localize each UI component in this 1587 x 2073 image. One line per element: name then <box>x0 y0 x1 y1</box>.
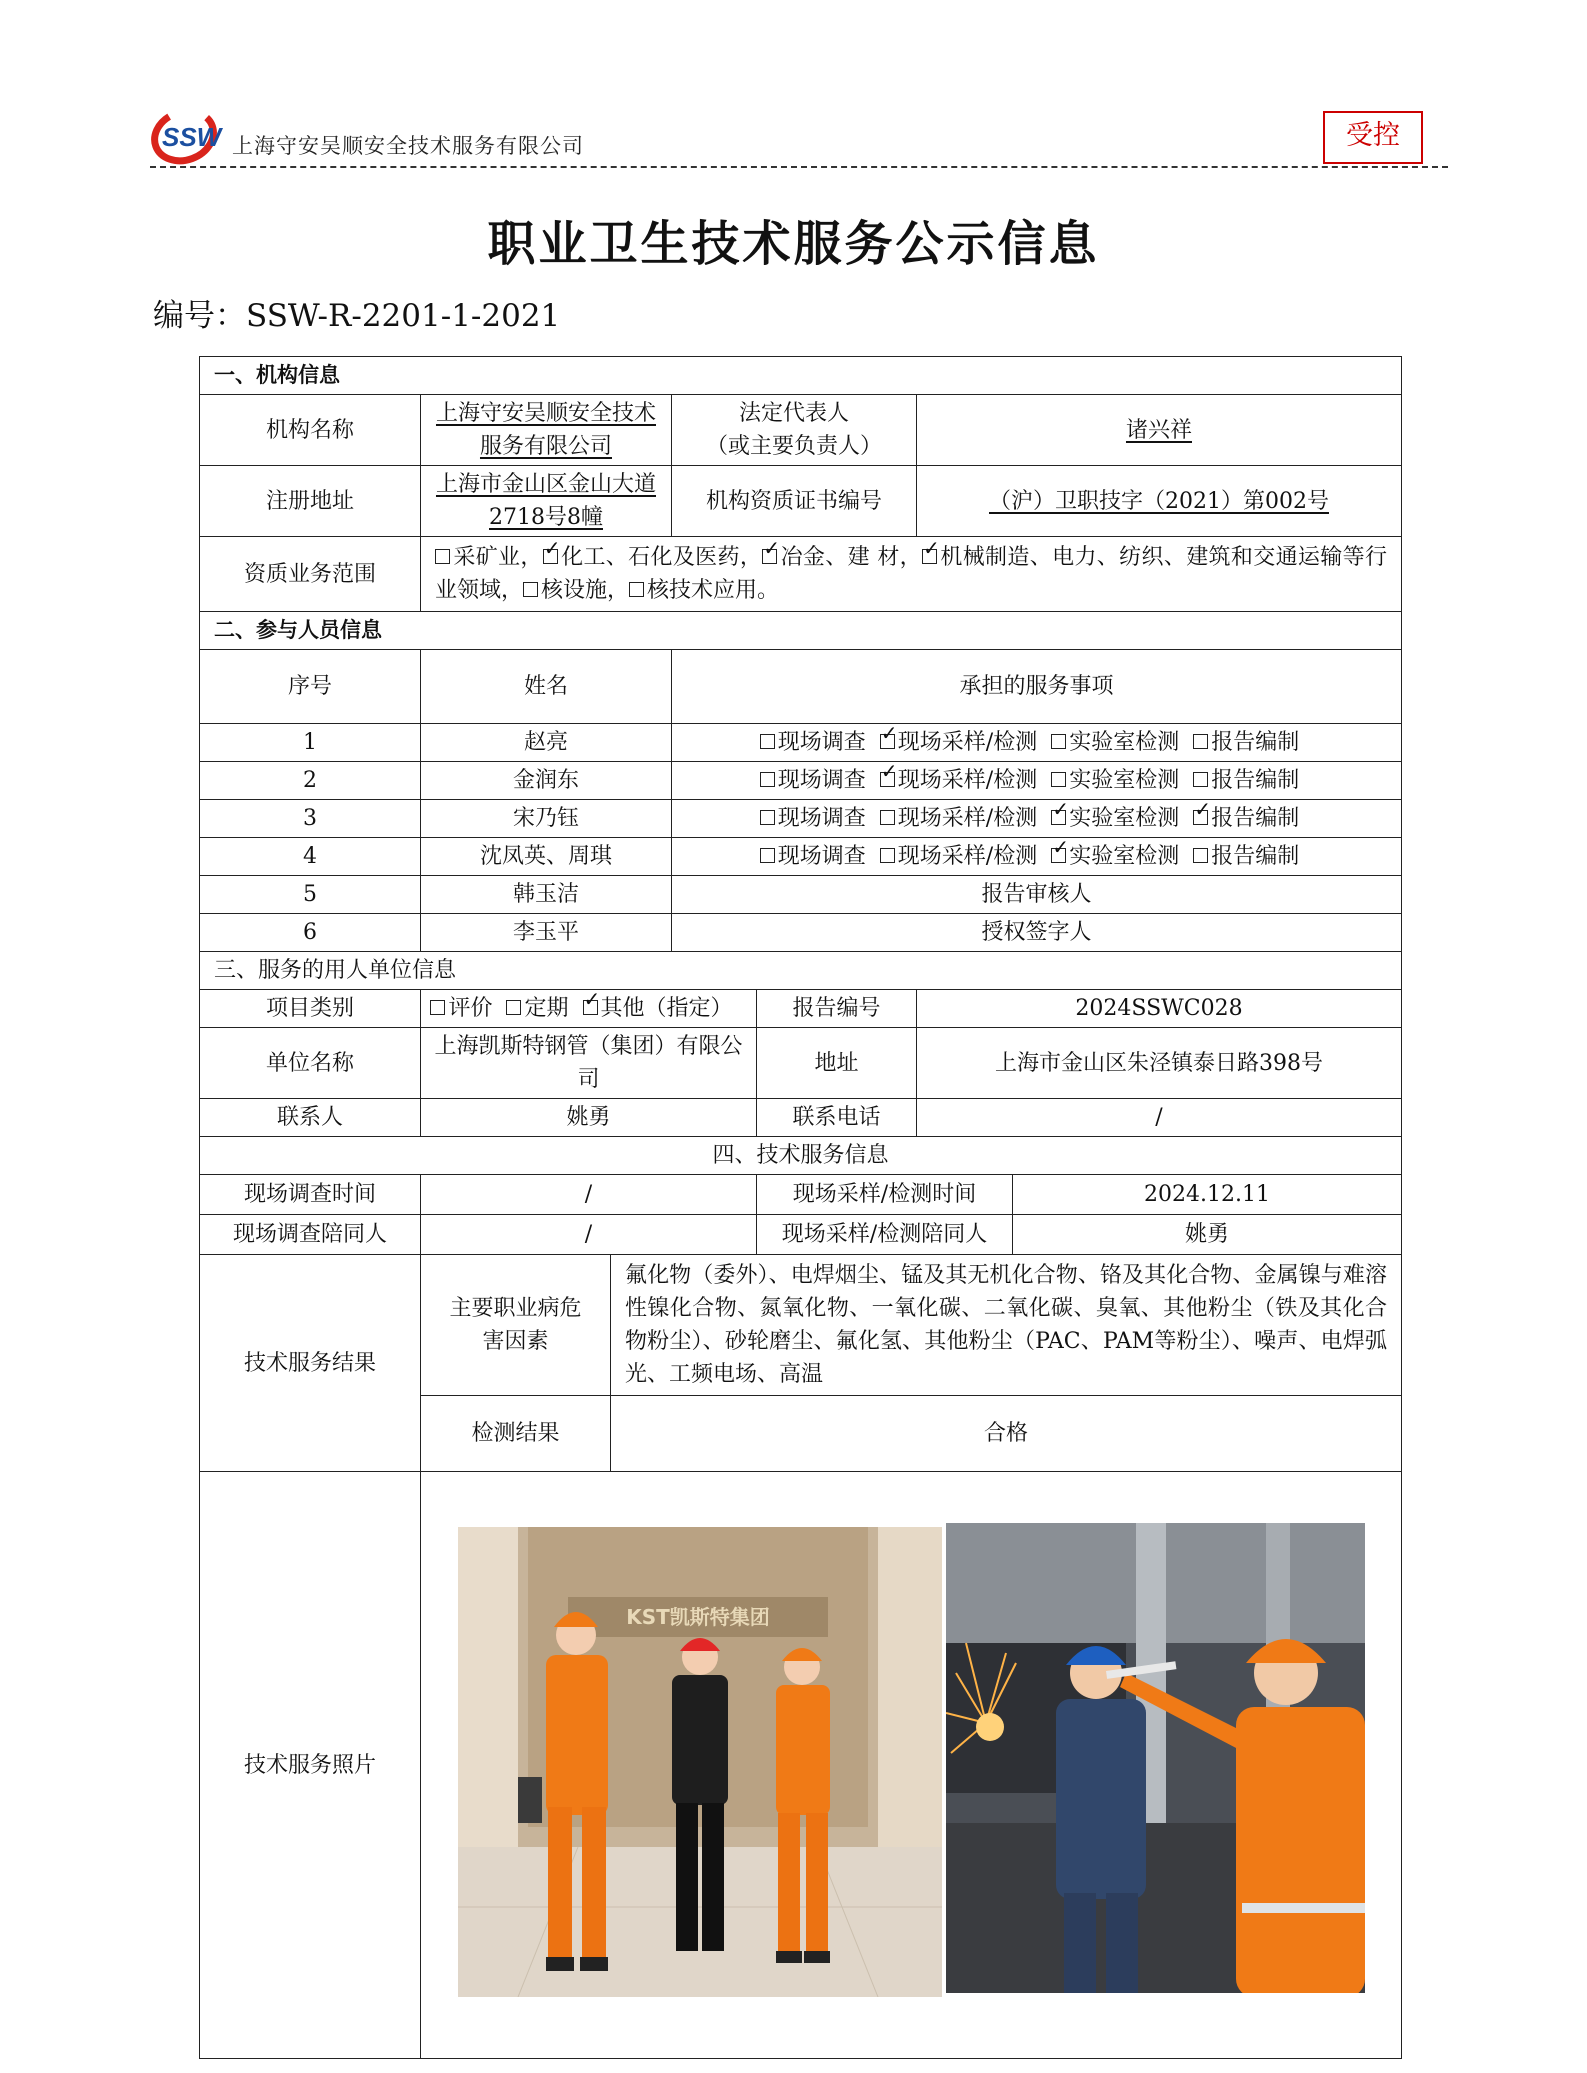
people-rows <box>200 724 1402 952</box>
duty-option <box>1193 806 1299 831</box>
person-duties: 报告审核人 <box>672 876 1402 914</box>
duty-option <box>760 768 866 793</box>
info-table <box>199 356 1402 2059</box>
duty-option <box>760 730 866 755</box>
report-no-label: 报告编号 <box>757 990 917 1028</box>
phone-label: 联系电话 <box>757 1099 917 1137</box>
lobby-sign-text: KST凯斯特集团 <box>626 1605 770 1629</box>
survey-time-value: / <box>421 1175 757 1215</box>
cert-value: （沪）卫职技字（2021）第002号 <box>917 466 1402 537</box>
duty-option <box>880 768 1037 793</box>
project-type-checkbox[interactable] <box>506 1000 521 1015</box>
duty-checkbox[interactable] <box>1051 734 1066 749</box>
scope-checkbox-1[interactable] <box>543 549 558 564</box>
project-type-option <box>506 996 568 1021</box>
scope-checkbox-3[interactable] <box>922 549 937 564</box>
person-duties: 授权签字人 <box>672 914 1402 952</box>
person-row <box>200 914 1402 952</box>
section-heading-people: 二、参与人员信息 <box>200 612 1402 650</box>
service-photo-lobby <box>458 1527 942 1997</box>
section-heading-employer: 三、服务的用人单位信息 <box>200 952 1402 990</box>
duty-checkbox[interactable] <box>1051 772 1066 787</box>
duty-checkbox[interactable] <box>1193 772 1208 787</box>
unit-addr-label: 地址 <box>757 1028 917 1099</box>
person-name: 宋乃钰 <box>421 800 672 838</box>
photos-label: 技术服务照片 <box>200 1472 421 2059</box>
phone-value: / <box>917 1099 1402 1137</box>
service-photo-workshop <box>946 1523 1365 1993</box>
person-row <box>200 762 1402 800</box>
duty-option <box>880 844 1037 869</box>
person-no: 3 <box>200 800 421 838</box>
duty-checkbox[interactable] <box>760 772 775 787</box>
duty-checkbox[interactable] <box>760 734 775 749</box>
duty-checkbox[interactable] <box>880 734 895 749</box>
duty-checkbox[interactable] <box>880 772 895 787</box>
header-divider <box>150 166 1448 168</box>
project-type-label-text: 评价 <box>448 996 493 1021</box>
contact-value: 姚勇 <box>421 1099 757 1137</box>
photos-cell <box>421 1472 1402 2059</box>
sampling-companion-label: 现场采样/检测陪同人 <box>757 1215 1013 1255</box>
person-duties <box>672 762 1402 800</box>
project-type-option <box>583 996 733 1021</box>
duty-option-label: 报告编制 <box>1211 844 1300 869</box>
duty-option-label: 实验室检测 <box>1069 806 1180 831</box>
duty-option <box>1193 844 1299 869</box>
duty-option-label: 现场调查 <box>777 768 866 793</box>
scope-checkbox-5[interactable] <box>629 582 644 597</box>
scope-item-label: 机械制造、电力、纺织、建筑和交通运输等行业领域， <box>435 545 1387 603</box>
duty-option-label: 报告编制 <box>1211 806 1300 831</box>
cert-label: 机构资质证书编号 <box>672 466 917 537</box>
test-result-value: 合格 <box>611 1396 1402 1472</box>
duty-option <box>760 806 866 831</box>
col-header-name: 姓名 <box>421 650 672 724</box>
sampling-time-label: 现场采样/检测时间 <box>757 1175 1013 1215</box>
unit-addr-value: 上海市金山区朱泾镇泰日路398号 <box>917 1028 1402 1099</box>
duty-option-label: 现场采样/检测 <box>897 806 1038 831</box>
report-no-value: 2024SSWC028 <box>917 990 1402 1028</box>
scope-item-label: 核技术应用。 <box>647 578 780 603</box>
person-row <box>200 800 1402 838</box>
duty-checkbox[interactable] <box>1193 848 1208 863</box>
duty-option-label: 实验室检测 <box>1069 768 1180 793</box>
result-label: 技术服务结果 <box>200 1255 421 1472</box>
duty-option-label: 现场调查 <box>777 730 866 755</box>
scope-item-label: 化工、石化及医药， <box>560 545 763 570</box>
project-type-checkbox[interactable] <box>430 1000 445 1015</box>
person-no: 5 <box>200 876 421 914</box>
duty-checkbox[interactable] <box>1051 810 1066 825</box>
duty-option-label: 报告编制 <box>1211 730 1300 755</box>
duty-option-label: 实验室检测 <box>1069 844 1180 869</box>
duty-option-label: 现场采样/检测 <box>897 730 1038 755</box>
person-no: 2 <box>200 762 421 800</box>
duty-checkbox[interactable] <box>760 810 775 825</box>
project-type-options <box>421 990 757 1028</box>
survey-companion-label: 现场调查陪同人 <box>200 1215 421 1255</box>
logo-text: SSW <box>162 122 222 152</box>
sampling-time-value: 2024.12.11 <box>1013 1175 1402 1215</box>
document-title: 职业卫生技术服务公示信息 <box>487 216 1100 272</box>
duty-option <box>1051 806 1179 831</box>
address-value: 上海市金山区金山大道2718号8幢 <box>421 466 672 537</box>
org-name-label: 机构名称 <box>200 395 421 466</box>
sampling-companion-value: 姚勇 <box>1013 1215 1402 1255</box>
scope-item-label: 采矿业， <box>453 545 543 570</box>
project-type-label-text: 其他（指定） <box>600 996 733 1021</box>
person-name: 沈凤英、周琪 <box>421 838 672 876</box>
project-type-label-text: 定期 <box>524 996 569 1021</box>
duty-checkbox[interactable] <box>880 848 895 863</box>
duty-checkbox[interactable] <box>1193 810 1208 825</box>
duty-checkbox[interactable] <box>880 810 895 825</box>
person-duties <box>672 724 1402 762</box>
person-no: 6 <box>200 914 421 952</box>
scope-item-label: 冶金、建 材， <box>780 545 923 570</box>
person-row <box>200 876 1402 914</box>
contact-label: 联系人 <box>200 1099 421 1137</box>
scope-value <box>421 537 1402 612</box>
duty-option-label: 现场采样/检测 <box>897 844 1038 869</box>
header-company-name: 上海守安吴顺安全技术服务有限公司 <box>232 134 584 158</box>
survey-time-label: 现场调查时间 <box>200 1175 421 1215</box>
duty-option <box>1051 730 1179 755</box>
person-duties <box>672 800 1402 838</box>
legal-rep-label: 法定代表人 （或主要负责人） <box>672 395 917 466</box>
org-name-value: 上海守安吴顺安全技术服务有限公司 <box>421 395 672 466</box>
person-name: 韩玉洁 <box>421 876 672 914</box>
company-logo <box>150 102 232 166</box>
duty-option-label: 报告编制 <box>1211 768 1300 793</box>
duty-option-label: 现场调查 <box>777 806 866 831</box>
hazards-label: 主要职业病危害因素 <box>421 1255 611 1396</box>
scope-checkbox-2[interactable] <box>762 549 777 564</box>
project-type-checkbox[interactable] <box>583 1000 598 1015</box>
duty-option <box>1051 768 1179 793</box>
duty-checkbox[interactable] <box>1193 734 1208 749</box>
scope-checkbox-4[interactable] <box>523 582 538 597</box>
scope-label: 资质业务范围 <box>200 537 421 612</box>
hazards-value: 氟化物（委外）、电焊烟尘、锰及其无机化合物、铬及其化合物、金属镍与难溶性镍化合物、氮氧化物、一氧化碳、二氧化碳、臭氧、其他粉尘（铁及其化合物粉尘）、砂轮磨尘、氟化氢、其他粉尘（PAC、PAM等粉尘）、噪声、电焊弧光、工频电场、高温 <box>611 1255 1402 1396</box>
document-header <box>150 102 1450 166</box>
unit-name-value: 上海凯斯特钢管（集团）有限公司 <box>421 1028 757 1099</box>
scope-checkbox-0[interactable] <box>435 549 450 564</box>
duty-checkbox[interactable] <box>1051 848 1066 863</box>
person-name: 金润东 <box>421 762 672 800</box>
duty-option <box>1051 844 1179 869</box>
duty-option <box>880 730 1037 755</box>
person-row <box>200 838 1402 876</box>
person-row <box>200 724 1402 762</box>
duty-option <box>1193 768 1299 793</box>
controlled-stamp: 受控 <box>1323 111 1423 164</box>
section-heading-service: 四、技术服务信息 <box>200 1137 1402 1175</box>
duty-option-label: 现场调查 <box>777 844 866 869</box>
unit-name-label: 单位名称 <box>200 1028 421 1099</box>
document-number: 编号：SSW-R-2201-1-2021 <box>153 298 561 334</box>
survey-companion-value: / <box>421 1215 757 1255</box>
project-type-option <box>430 996 492 1021</box>
duty-option <box>880 806 1037 831</box>
duty-option-label: 实验室检测 <box>1069 730 1180 755</box>
col-header-duty: 承担的服务事项 <box>672 650 1402 724</box>
person-name: 赵亮 <box>421 724 672 762</box>
duty-option-label: 现场采样/检测 <box>897 768 1038 793</box>
project-type-label: 项目类别 <box>200 990 421 1028</box>
person-no: 1 <box>200 724 421 762</box>
person-name: 李玉平 <box>421 914 672 952</box>
scope-item-label: 核设施， <box>541 578 630 603</box>
col-header-no: 序号 <box>200 650 421 724</box>
test-result-label: 检测结果 <box>421 1396 611 1472</box>
legal-rep-value: 诸兴祥 <box>917 395 1402 466</box>
person-no: 4 <box>200 838 421 876</box>
address-label: 注册地址 <box>200 466 421 537</box>
duty-option <box>1193 730 1299 755</box>
section-heading-org: 一、机构信息 <box>200 357 1402 395</box>
person-duties <box>672 838 1402 876</box>
duty-option <box>760 844 866 869</box>
duty-checkbox[interactable] <box>760 848 775 863</box>
